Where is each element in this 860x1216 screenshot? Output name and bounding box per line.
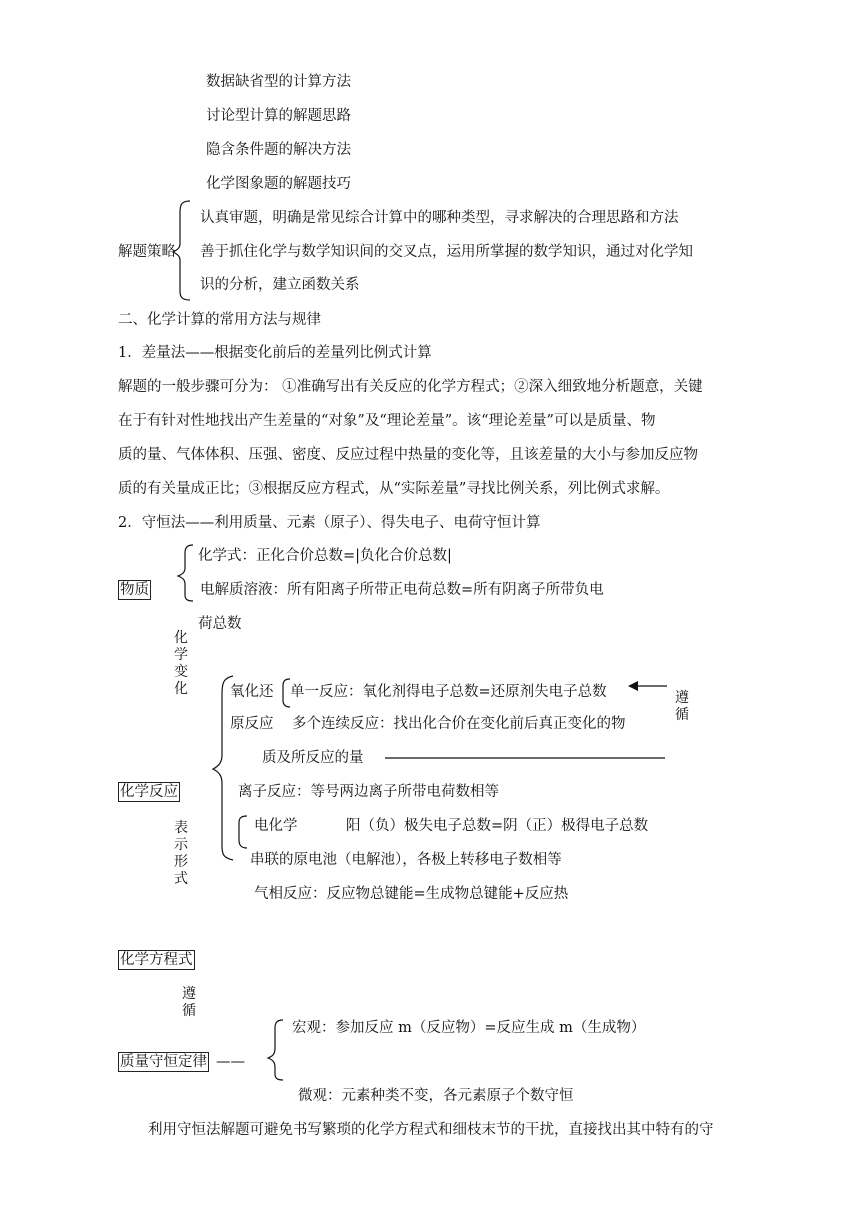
mass-conservation-box: 质量守恒定律	[120, 1054, 207, 1070]
method1-para-line-3: 质的量、气体体积、压强、密度、反应过程中热量的变化等，且该差量的大小与参加反应物	[118, 447, 698, 463]
method1-para-line-1: 解题的一般步骤可分为： ①准确写出有关反应的化学方程式；②深入细致地分析题意，关键	[118, 379, 703, 395]
redox-brace	[283, 679, 290, 707]
strategy-line-3: 识的分析，建立函数关系	[200, 277, 360, 293]
method1-para-line-4: 质的有关量成正比；③根据反应方程式，从“实际差量”寻找比例关系，列比例式求解。	[118, 481, 670, 497]
gas-reaction-rule: 气相反应：反应物总键能=生成物总键能+反应热	[254, 886, 569, 902]
multi-reaction-rule-cont: 质及所反应的量	[262, 750, 364, 766]
micro-rule: 微观：元素种类不变，各元素原子个数守恒	[298, 1088, 574, 1104]
strategy-label: 解题策略	[118, 244, 176, 260]
single-reaction-rule: 单一反应：氧化剂得电子总数=还原剂失电子总数	[290, 684, 607, 700]
redox-label-2: 原反应	[230, 716, 274, 732]
electrochem-brace	[239, 816, 247, 848]
electrochem-label: 电化学	[254, 818, 298, 834]
conservation-dash: ——	[216, 1054, 245, 1070]
series-cell-rule: 串联的原电池（电解池），各极上转移电子数相等	[250, 852, 562, 868]
reaction-brace	[213, 676, 233, 860]
strategy-line-2: 善于抓住化学与数学知识间的交叉点，运用所掌握的数学知识，通过对化学知	[200, 244, 693, 260]
multi-reaction-rule: 多个连续反应：找出化合价在变化前后真正变化的物	[292, 716, 626, 732]
follow-label-1: 遵循	[675, 690, 689, 723]
method-item-1: 数据缺省型的计算方法	[206, 74, 351, 90]
strategy-line-1: 认真审题，明确是常见综合计算中的哪种类型，寻求解决的合理思路和方法	[200, 210, 679, 226]
representation-label: 表示形式	[174, 820, 188, 887]
follow-label-2: 遵循	[182, 986, 196, 1019]
electrolyte-rule: 电解质溶液：所有阳离子所带正电荷总数=所有阴离子所带负电	[200, 582, 604, 598]
formula-rule: 化学式：正化合价总数=|负化合价总数|	[198, 548, 452, 564]
chemical-equation-box: 化学方程式	[120, 952, 193, 968]
ionic-reaction-rule: 离子反应：等号两边离子所带电荷数相等	[238, 784, 499, 800]
method1-para-line-2: 在于有针对性地找出产生差量的“对象”及“理论差量”。该“理论差量”可以是质量、物	[118, 413, 656, 429]
chemical-reaction-box: 化学反应	[120, 784, 178, 800]
method-item-3: 隐含条件题的解决方法	[206, 142, 351, 158]
conservation-brace	[268, 1020, 283, 1080]
chemical-change-label: 化学变化	[174, 630, 188, 697]
method-item-2: 讨论型计算的解题思路	[206, 108, 351, 124]
substance-box: 物质	[120, 582, 149, 598]
method1-title: 1．差量法——根据变化前后的差量列比例式计算	[118, 345, 432, 361]
substance-brace	[178, 545, 193, 601]
macro-rule: 宏观：参加反应 m（反应物）=反应生成 m（生成物）	[292, 1020, 646, 1036]
electrolyte-rule-cont: 荷总数	[198, 616, 242, 632]
section-heading: 二、化学计算的常用方法与规律	[118, 312, 321, 328]
closing-paragraph: 利用守恒法解题可避免书写繁琐的化学方程式和细枝末节的干扰，直接找出其中特有的守	[148, 1122, 714, 1138]
arrow-head-icon	[628, 681, 638, 691]
redox-label-1: 氧化还	[230, 684, 274, 700]
electrode-rule: 阳（负）极失电子总数=阴（正）极得电子总数	[346, 818, 649, 834]
method-item-4: 化学图象题的解题技巧	[206, 176, 351, 192]
method2-title: 2．守恒法——利用质量、元素（原子）、得失电子、电荷守恒计算	[118, 515, 541, 531]
